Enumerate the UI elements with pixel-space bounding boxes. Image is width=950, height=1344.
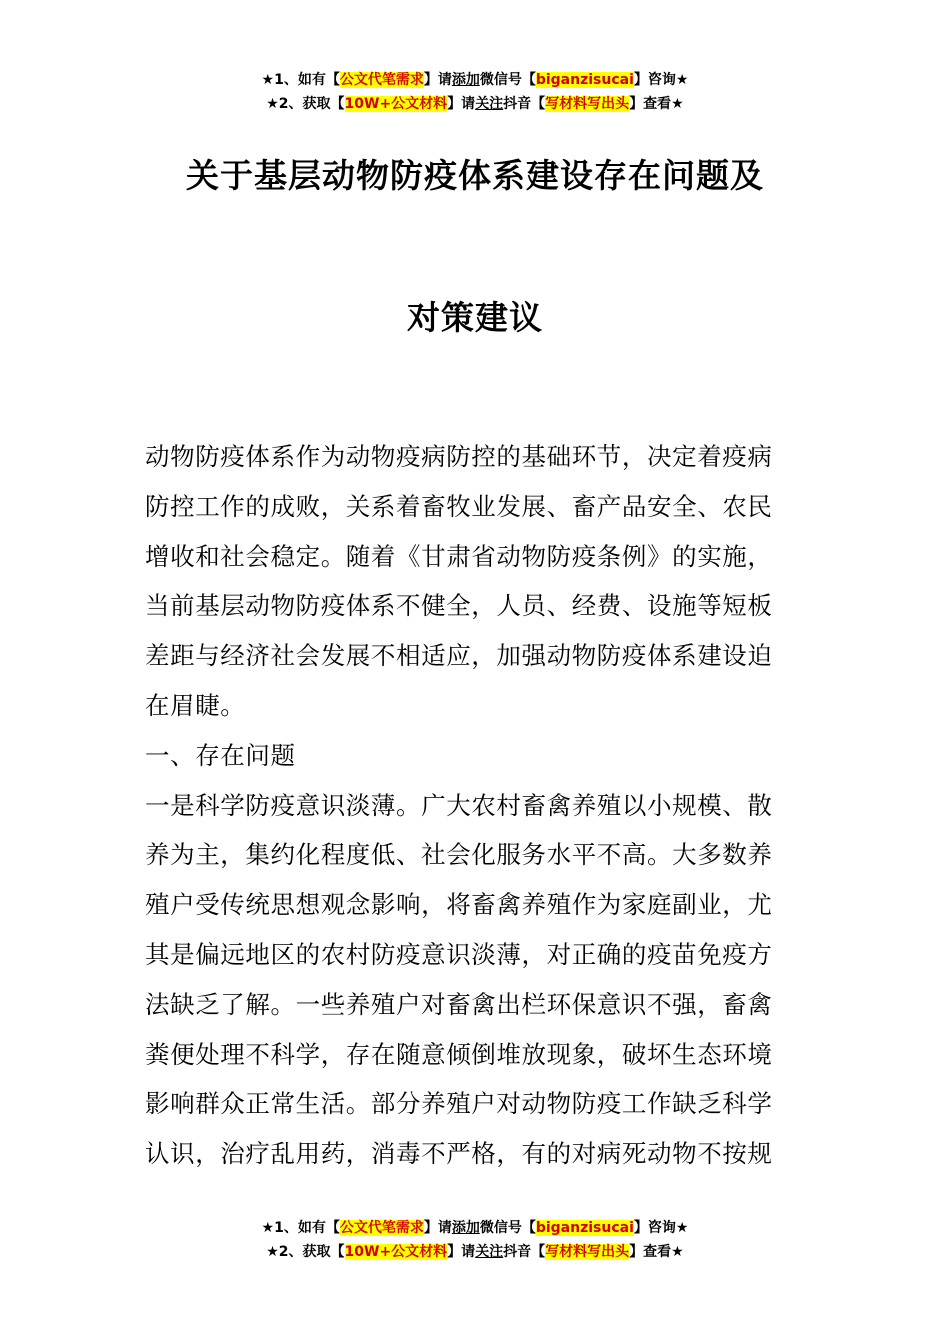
banner-highlight: biganzisucai (535, 72, 634, 88)
body-line: 粪便处理不科学，存在随意倾倒堆放现象，破坏生态环境 (145, 1039, 773, 1069)
body-line: 一是科学防疫意识淡薄。广大农村畜禽养殖以小规模、散 (145, 790, 773, 820)
banner-highlight: 公文代笔需求 (339, 1220, 424, 1236)
footer-banner (0, 1216, 950, 1264)
document-title-line-1: 关于基层动物防疫体系建设存在问题及 (186, 156, 764, 195)
banner-line-2: ★2、获取【10W+公文材料】请关注抖音【写材料写出头】查看★ (266, 1244, 684, 1260)
body-line: 其是偏远地区的农村防疫意识淡薄，对正确的疫苗免疫方 (145, 939, 773, 969)
document-title-line-2: 对策建议 (407, 298, 543, 337)
banner-line-2: ★2、获取【10W+公文材料】请关注抖音【写材料写出头】查看★ (266, 96, 684, 112)
banner-highlight: 写材料写出头 (545, 96, 630, 112)
banner-highlight: 10W+公文材料 (344, 1244, 448, 1260)
body-line: 法缺乏了解。一些养殖户对畜禽出栏环保意识不强，畜禽 (145, 989, 773, 1019)
body-line: 当前基层动物防疫体系不健全，人员、经费、设施等短板 (145, 591, 773, 621)
body-line: 差距与经济社会发展不相适应，加强动物防疫体系建设迫 (145, 641, 773, 671)
body-line: 养为主，集约化程度低、社会化服务水平不高。大多数养 (145, 840, 773, 870)
body-line: 殖户受传统思想观念影响，将畜禽养殖作为家庭副业，尤 (145, 890, 773, 920)
body-line: 防控工作的成败，关系着畜牧业发展、畜产品安全、农民 (145, 491, 773, 521)
body-line: 动物防疫体系作为动物疫病防控的基础环节，决定着疫病 (145, 442, 773, 471)
banner-highlight: 10W+公文材料 (344, 96, 448, 112)
banner-highlight: biganzisucai (535, 1220, 634, 1236)
header-banner (0, 68, 950, 116)
body-line: 增收和社会稳定。随着《甘肃省动物防疫条例》的实施， (145, 541, 773, 571)
banner-highlight: 写材料写出头 (545, 1244, 630, 1260)
banner-line-1: ★1、如有【公文代笔需求】请添加微信号【biganzisucai】咨询★ (261, 72, 689, 88)
banner-line-1: ★1、如有【公文代笔需求】请添加微信号【biganzisucai】咨询★ (261, 1220, 689, 1236)
body-line: 认识，治疗乱用药，消毒不严格，有的对病死动物不按规 (145, 1139, 773, 1169)
banner-highlight: 公文代笔需求 (339, 72, 424, 88)
body-line: 在眉睫。 (145, 690, 246, 720)
body-line: 影响群众正常生活。部分养殖户对动物防疫工作缺乏科学 (145, 1089, 773, 1119)
document-body (145, 432, 810, 1179)
section-heading: 一、存在问题 (145, 740, 296, 770)
